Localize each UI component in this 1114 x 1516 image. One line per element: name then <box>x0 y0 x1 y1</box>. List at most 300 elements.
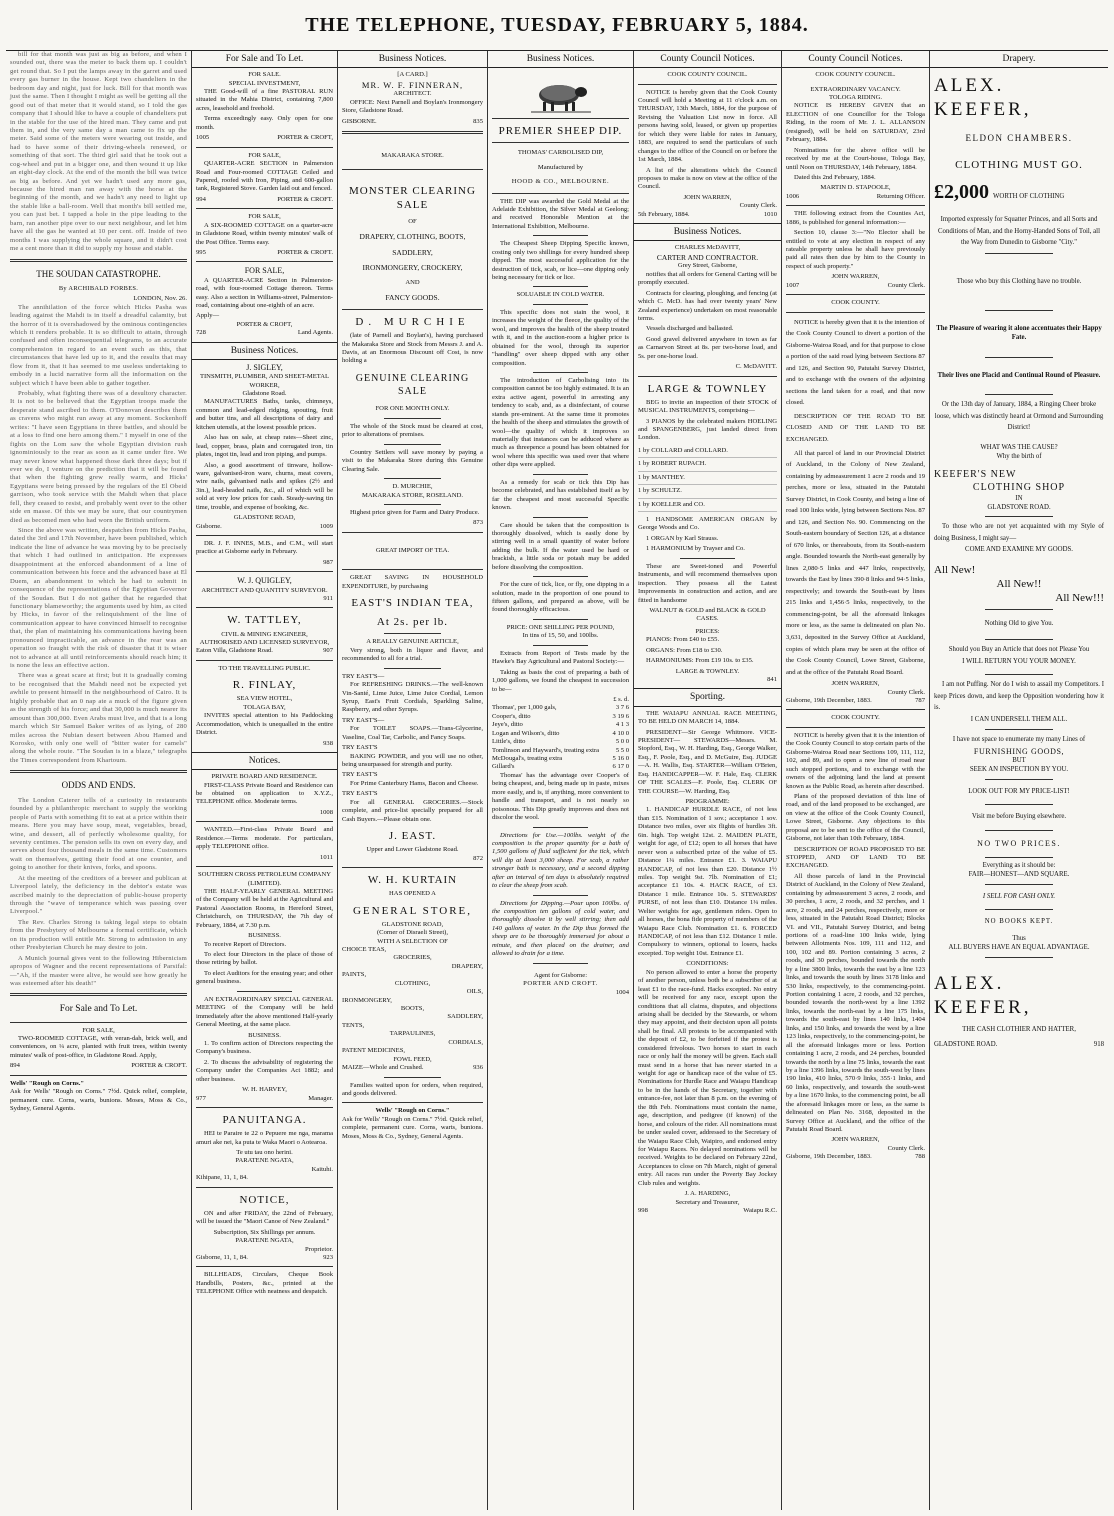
col6-stapoole-ref: 1006 <box>786 192 800 200</box>
col1-wells-title: Wells' "Rough on Corns." <box>10 1079 85 1087</box>
kurtain-item: OILS, <box>466 988 483 996</box>
mcdavitt-name: CHARLES McDAVITT, <box>674 244 741 252</box>
col1-sale-title: FOR SALE, <box>82 1026 115 1034</box>
extra-b2: 2. To discuss the advisability of registering the Company under the Companies Act 1882; and other business. <box>196 1058 333 1083</box>
try-2-text: For TOILET SOAPS.—Trans-Glycerine, Vaseline, Coal Tar, Carbolic, and Fancy Soaps. <box>342 725 483 741</box>
ad1-sub: SPECIAL INVESTMENT, <box>228 79 301 87</box>
cost-row <box>492 747 629 755</box>
cure: For the cure of tick, lice, or fly, one dipping in a solution, made in the proportion of one pound to fifteen gallons, and prepared as above, will be found thoroughly efficacious. <box>492 581 629 614</box>
col5-sporting-heading: Sporting. <box>634 688 781 706</box>
waiapu-programme: PROGRAMME: <box>685 798 730 806</box>
col6-clerk2: County Clerk. <box>887 688 925 696</box>
keefers-new: KEEFER'S NEW <box>934 469 1017 481</box>
tea-saving: GREAT SAVING IN HOUSEHOLD EXPENDITURE, by purchasing <box>342 574 483 590</box>
column-6 <box>782 51 930 1510</box>
cost-value: 5 16 0 <box>612 755 629 763</box>
kurtain-item: CLOTHING, <box>394 979 431 987</box>
ad2-ref: 994 <box>196 195 206 203</box>
manufactured-by: Manufactured by <box>537 163 584 171</box>
equal-advantage: ALL BUYERS HAVE AN EQUAL ADVANTAGE. <box>948 943 1090 951</box>
cost-name: Thomas', per 1,000 gals, <box>492 704 557 712</box>
col1-sale-agent: PORTER & CROFT. <box>131 1062 187 1070</box>
col5-warren: JOHN WARREN, <box>683 193 732 201</box>
billheads-text: BILLHEADS, Circulars, Cheque Book Handbills, Posters, &c., printed at the TELEPHONE Office with neatness and despatch. <box>196 1271 333 1296</box>
ad4-agent: PORTER & CROFT, <box>236 320 293 328</box>
col6-dated: Dated this 2nd February, 1884. <box>794 173 876 181</box>
notice-title: NOTICE, <box>239 1193 290 1206</box>
cost-row <box>492 704 629 712</box>
murchie-text: (late of Parnell and Boylan's), having purchased the Makaraka Store and Stock from Messrs J. and A. Davis, at an Enormous Discount off Cost, is now holding a <box>342 332 483 365</box>
kurtain-addr: GLADSTONE ROAD, <box>381 920 444 928</box>
finneran-ref: 835 <box>473 117 483 125</box>
col6-stapoole-role: Returning Officer. <box>876 192 925 200</box>
amount-row <box>934 180 1104 206</box>
cost-table-head: £ s. d. <box>613 695 629 703</box>
petroleum-b2: To elect four Directors in the place of those of those retiring by ballot. <box>196 951 333 967</box>
panui-title: PANUITANGA. <box>222 1114 307 1127</box>
try-5-text: For all GENERAL GROCERIES.—Stock complete, and price-list specially prepared for all Cash Buyers.—Please obtain one. <box>342 798 483 823</box>
lt-ref: 841 <box>767 676 777 684</box>
introduction: The introduction of Carbolising into its composition cannot be too highly estimated. It is an extra active agent, powerful in arresting any tendency to scab, and, as a disinfectant, of course stands pre-eminent. At the same time it promotes the health of the sheep and stimulates the growth of wool—the quality of which it improves so materially that instances can be adduced where as much as threepence a pound has been obtained for wool where this specific was used over that where other dips were applied. <box>492 376 629 469</box>
harding-role: Secretary and Treasurer, <box>675 1198 740 1206</box>
kurtain-item: BOOTS, <box>400 1005 425 1012</box>
lt-p2: ORGANS: From £18 to £30. <box>646 646 723 654</box>
kurtain-item: SADDLERY, <box>447 1013 483 1021</box>
kurtain-item: IRONMONGERY, <box>342 996 392 1004</box>
odds-heading: ODDS AND ENDS. <box>61 780 136 791</box>
col6-warren1-row <box>786 282 925 290</box>
families: Families waited upon for orders, when required, and goods delivered. <box>342 1081 483 1097</box>
lt-harmonium: 1 HARMONIUM by Trayser and Co. <box>646 545 745 553</box>
try-3-text: BAKING POWDER, and you will use no other, being unsurpassed for strength and purity. <box>342 752 483 769</box>
kurtain-item: CORDIALS, <box>448 1038 483 1046</box>
maize: MAIZE—Whole and Crushed. <box>342 1064 424 1072</box>
sigley-text2: Also has on sale, at cheap rates—Sheet zinc, lead, copper, brass, plain and corrugated iron, tin plates, ingot tin, lead and iron piping, and pumps. <box>196 434 333 459</box>
finlay-name: R. FINLAY, <box>232 679 297 692</box>
try-5: TRY EAST'S <box>342 790 378 798</box>
story-continuation: bill for that month was just as big as before, and when I sounded out, there was the meter to back them up. I couldn't get round that. So I put the lamps away in the garret and used every gas burner in the house. Kept two chandeliers in the bedroom day and night, just for luck. Bill for that month was just the same. Then I thought I might as well be getting all the good out of that meter that it would stand, so I told the gas company that I should like to have a couple of chandeliers put in the stable for the use of the hired man. They came and put them in, and the very same day a man came to fix up the meter. Said some of the meters were wearing out inside, and had to have some of their driving-wheels renewed, or something of that sort. The third girl said that he took out a cog-wheel and put in a bigger one, and then wound it up like an eight-day clock. At the end of the month the bill was twice as big as before. And yet we hadn't used any more gas, because the hired man ran away with the horse at the beginning of the month, and we hadn't any need to light up the stable like a ball-room. Well that month's bill settled me, you can just bet. I tapped a hole in the pipe leading to the barn, ran another pipe over to our next neighbour, and let him have all the gas he wanted at 10 per cent. off. Inside of two months I was supplying the whole square, and it didn't cost me a cent more than it did to supply my house and stable. <box>10 51 187 253</box>
gladstone-road: GLADSTONE ROAD. <box>987 503 1051 511</box>
ad2-footer <box>196 196 333 204</box>
extracts: Extracts from Report of Tests made by the Hawke's Bay Agricultural and Pastoral Society:— <box>492 649 629 666</box>
col5-clerk: County Clerk. <box>739 202 777 210</box>
goods-1: DRAPERY, CLOTHING, BOOTS, <box>359 232 466 242</box>
column-2 <box>192 51 338 1510</box>
col6-clerk1: County Clerk. <box>887 281 925 289</box>
return-money: I WILL RETURN YOU YOUR MONEY. <box>962 657 1076 665</box>
alex-keefer: ALEX. KEEFER, <box>934 75 1032 121</box>
ad3-agent: PORTER & CROFT. <box>277 249 333 257</box>
lt-prices: PRICES: <box>695 627 720 635</box>
kurtain-store: GENERAL STORE, <box>352 904 473 917</box>
lt-these: These are Sweet-toned and Powerful Instruments, and will recommend themselves upon inspection. They possess all the Latest Improvements in construction and action, and are fitted in handsome <box>638 562 777 604</box>
finneran-city: GISBORNE. <box>342 117 377 125</box>
columns <box>6 50 1108 1510</box>
finneran-card: [A CARD.] <box>397 71 428 79</box>
innes-text: DR. J. F. INNES, M.B., and C.M., will start practice at Gisborne early in February. <box>196 540 333 556</box>
finneran-office: OFFICE: Next Parnell and Boylan's Ironmongery Store, Gladstone Road. <box>342 98 483 115</box>
dip-price: PRICE: ONE SHILLING PER POUND, <box>506 623 615 631</box>
dip-tins: In tins of 15, 50, and 100lbs. <box>522 632 599 640</box>
come-examine: COME AND EXAMINE MY GOODS. <box>965 546 1073 554</box>
all-new-3: All New!!! <box>1055 592 1104 605</box>
cost-row <box>492 721 629 729</box>
col3-wells-title: Wells' "Rough on Corns." <box>375 1107 450 1115</box>
cost-row <box>492 730 629 738</box>
murchie-store: MAKARAKA STORE, ROSELAND. <box>362 491 463 499</box>
finneran-role: ARCHITECT. <box>393 90 432 98</box>
cost-name: Logan and Wilson's, ditto <box>492 729 560 737</box>
ad2-text: QUARTER-ACRE SECTION in Palmerston Road and Four-roomed COTTAGE Ceiled and Papered, roofed with Iron, Piping, and 600-gallon tank, Registered Stove. Garden laid out and fenced. <box>196 160 333 193</box>
alex-keefer-2: ALEX. KEEFER, <box>934 972 1032 1018</box>
cash-only: I SELL FOR CASH ONLY. <box>982 892 1056 900</box>
worth: WORTH OF CLOTHING <box>993 193 1065 201</box>
ad3-title: FOR SALE, <box>248 213 281 221</box>
care: Care should be taken that the composition is thoroughly dissolved, which is easily done by stirring well in a small quantity of water before adding the bulk. If the water used be hard or brackish, a little soda or potash may be added before dissolving the composition. <box>492 521 629 571</box>
tattley-ref: 907 <box>323 647 333 655</box>
monster-of: OF <box>408 217 417 225</box>
col1-wells-text: Ask for Wells' "Rough on Corns." 7½d. Quick relief, complete, permanent cure. Corns, warts, bunions. Moses, Moss & Co., Sydney, General Agents. <box>10 1088 187 1113</box>
agent-ref: 1004 <box>615 988 629 996</box>
try-2: TRY EAST'S— <box>342 716 385 724</box>
pleasure: The Pleasure of wearing it alone accentuates their Happy Fate. <box>936 325 1102 341</box>
but-word: BUT <box>1012 757 1026 765</box>
mcdavitt-sign: C. McDAVITT. <box>735 363 777 371</box>
soudan-byline: By ARCHIBALD FORBES. <box>58 285 139 293</box>
eldon-chambers: ELDON CHAMBERS. <box>965 132 1073 143</box>
maize-ref: 936 <box>473 1064 483 1072</box>
sigley-text: MANUFACTURES Baths, tanks, chimneys, common and lead-edged ridging, spouting, fruit and butter tins, and all descriptions of dairy and kitchen utensils, at the lowest possible prices. <box>196 398 333 431</box>
sheep-icon <box>529 78 593 114</box>
col6-counties: THE following extract from the Counties Act, 1886, is published for general information:— <box>786 210 925 226</box>
not-puffing: I am not Puffing. Nor do I wish to assail my Competitors. I keep Prices down, and keep the Opposition wondering how it is. <box>934 681 1104 712</box>
col6-warren2: JOHN WARREN, <box>831 680 880 688</box>
premier-sheep-dip: PREMIER SHEEP DIP. <box>498 125 623 138</box>
visit-me: Visit me before Buying elsewhere. <box>971 813 1067 821</box>
gold-medal: THE DIP was awarded the Gold Medal at the Adelaide Exhibition, the Silver Medal at Geelong; and received Honorable Mention at the International Exhibition, Melbourne. <box>492 197 629 230</box>
col2-business-heading: Business Notices. <box>192 342 337 360</box>
col5-notice: NOTICE is hereby given that the Cook County Council will hold a Meeting at 11 o'clock a.m. on THURSDAY, 13th March, 1884, for the purpose of Revising the Valuation List now in force. All persons having sold, leased, or given up properties for which they were liable for rates in January, 1883, are required to send the particulars of such changes to the office of the Council on or before the 1st March, 1884. <box>638 88 777 164</box>
genuine-sale: GENUINE CLEARING SALE <box>355 372 470 397</box>
masthead: THE TELEPHONE, TUESDAY, FEBRUARY 5, 1884. <box>305 13 809 36</box>
gladstone-road-2: GLADSTONE ROAD. <box>934 1040 998 1048</box>
harding-place: Waiapu R.C. <box>743 1207 777 1215</box>
cost-row <box>492 755 629 763</box>
lt-pianos: 3 PIANOS by the celebrated makers HOELING and SPANGENBERG, just landed direct from London. <box>638 417 777 442</box>
ad4-footer <box>196 329 333 337</box>
not-space: I have not space to enumerate my many Lines of <box>952 735 1086 743</box>
in-word: IN <box>1015 494 1023 502</box>
cheapest: The Cheapest Sheep Dipping Specific known, costing only two shillings for every hundred sheep dipped. The most successful application for the destruction of tick, scab, or lice—one dipping only being necessary for tick or lice. <box>492 240 629 282</box>
notice-ref: 923 <box>323 1253 333 1261</box>
panui-sign: PARATENE NGATA, <box>235 1157 294 1165</box>
extra-role: Manager. <box>308 1094 333 1102</box>
east-tea: EAST'S INDIAN TEA, <box>351 597 474 610</box>
tattley-footer <box>196 647 333 655</box>
extra-b1: 1. To confirm action of Directors respecting the Company's business. <box>196 1039 333 1056</box>
lt-p1: PIANOS: From £40 to £55. <box>646 636 720 644</box>
panui-date: Kihipane, 11, 1, 84. <box>196 1174 248 1182</box>
kurtain-item: CHOICE TEAS, <box>342 945 387 953</box>
cost-name: Cooper's, ditto <box>492 712 531 720</box>
cost-name: Gillard's <box>492 763 515 771</box>
col6-warren3: JOHN WARREN, <box>831 1136 880 1144</box>
kurtain-item: PATENT MEDICINES, <box>342 1047 406 1055</box>
col1-sale-text: TWO-ROOMED COTTAGE, with veran-dah, brick well, and conveniences, on ¼ acre, planted with fruit trees, within twenty minutes' walk of post-office, in Gladstone Road. Apply, <box>10 1035 187 1059</box>
one-month: FOR ONE MONTH ONLY. <box>375 405 450 413</box>
taking: Taking as basis the cost of preparing a bath of 1,000 gallons, we found the cheapest in succession to be— <box>492 668 629 693</box>
col6-road2: NOTICE is hereby given that it is the intention of the Cook County Council to stop certain parts of the Gisborne-Wairoa Road near Sections 109, 111, 112, 102, and 89, and to open a new line of road near such stopped portions, and to exchange with the owners of the adjoining land the land at present known as the Public Road, as herein after described. <box>786 731 925 790</box>
col6-nominations: Nominations for the above office will be received by me at the Court-house, Tologa Bay, until Noon on THURSDAY, 14th February, 1884. <box>786 146 925 171</box>
cost-value: 5 0 0 <box>615 738 629 746</box>
ad1-agent: PORTER & CROFT, <box>277 134 333 142</box>
tattley-sub: AUTHORISED AND LICENSED SURVEYOR, <box>199 638 330 646</box>
hood-co: HOOD & CO., MELBOURNE. <box>511 178 610 186</box>
panui-text: HEI te Paraire te 22 o Pepuere me nga, marama amuri ake nei, ka puta te Waka Maori o Aotearoa. <box>196 1130 333 1146</box>
kurtain-items <box>342 946 483 1064</box>
finlay-text: INVITES special attention to his Paddocking Accommodation, which is unequalled in the entire District. <box>196 712 333 737</box>
maize-row <box>342 1064 483 1072</box>
sigley-trade: TINSMITH, PLUMBER, AND SHEET-METAL WORKER, <box>199 373 330 389</box>
everything: Everything as it should be: <box>982 862 1056 870</box>
ad2-agent: PORTER & CROFT. <box>277 195 333 203</box>
harding-name: J. A. HARDING, <box>684 1190 731 1198</box>
seek-inspection: SEEK AN INSPECTION BY YOU. <box>969 766 1069 774</box>
thus-word: Thus <box>1012 935 1026 943</box>
tea-heading: GREAT IMPORT OF TEA. <box>375 546 450 554</box>
col2-notices-heading: Notices. <box>192 752 337 770</box>
directions-dipping: Directions for Dipping.—Pour upon 100lbs. of the composition ten gallons of cold water, and thoroughly dissolve it by well stirring; then add 140 gallons of water. In the Dip thus formed the sheep are to be thoroughly immersed for about a minute, and then placed on the drainer, and allowed to drain for a time. <box>492 899 629 958</box>
col6-ref2: 787 <box>915 697 925 704</box>
col6-heading: County Council Notices. <box>782 51 929 68</box>
ad4-apply: Apply— <box>196 312 220 320</box>
goods-4: AND <box>405 279 420 287</box>
ad2-title: FOR SALE, <box>248 151 281 159</box>
petroleum-business: BUSINESS. <box>248 932 281 940</box>
harding-row <box>638 1207 777 1215</box>
lt-list-item: 1 by COLLARD and COLLARD. <box>638 445 777 458</box>
agent: Agent for Gisborne: <box>533 971 588 979</box>
col7-heading: Drapery. <box>930 51 1108 68</box>
soudan-story: The annihilation of the force which Hicks Pasha was leading against the Mahdi is in itself a dreadful calamity, but the horror of it is overshadowed by the ominous contingencies which it renders probable. It is so difficult to attain, through confused and often inconsequential telegrams, to an accurate comprehension in regard to an event such as this, that circumstances that have led up to it, and the results that may flow from it, that it has seemed to me useless undertaking to embody in a lucid narrative form all the information on the subject which I have been able to gather together. Probably, what fighting there was of a desultory character. It is not to be believed that the Egyptian troops made the desperate stand ascribed to them. O'Donovan describes them as cravens who might run away at any moment. Sockenhoff writes: "I have seen Egyptians in three battles, and should be at a loss to find one hero among them." I myself in one of the fights on the Lom saw the whole Egyptian division rush ignominiously to the rear as soon as it came under fire. We may never know what happened those dark three days; but if ever we do, I venture on the prediction that it will be found that when the fighting grew really warm, and Hicks' Egyptians were being pressed by the regulars of the El Obeid garrison, who took service with the Mahdi when that place fell, they ceased to resist, and probably went over to the other side en masse. Of this we may be sure, that our countrymen died as becomed men who had worn the British uniform. Since the above was written, despatches from Hicks Pasha, dated the 3rd and 17th November, have been published, which indicate the line of advance he was moving by to be precisely that which I had outlined in anticipation. He expresses disappointment at the enforced abandonment of a line of communication between his force and the advanced base at El Duem, an abandonment to which he had to submit in consequence of the representations of the Egyptian Governor of the Soudan. But I do not gather that he regarded that functionary blameworthy; the arguments used by him, as cited by Hicks, in favor of the relinquishment of the line of communication appear to have convinced himself to recognise that, the plan of maintaining his communications having been pronounced impracticable, an advance in the rear was an operation so fraught with the risk of disaster that it is wiser not to advance at all until reinforcements should reach him; it is none the less an effective action. There was a great scare at first; but it is gradually coming to be recognised that the Mahdi need not be expected yet awhile to present himself in the neighbourhood of Cairo. It is highly probable that an 0 nap ate a muck of the figure given as the strength of his force; and that 30,000 is much nearer its amount than 300,000. Even Arabs must live, and that is a long march which Sir Samuel Baker writes of as lying, of 280 miles across the Nubian desert between Abou Hamed and Korosko, with only one well of "bitter water for camels" along the whole route. "The Soudan is in a blaze," telegraphs the Times correspondent from Khartoum. <box>10 303 187 764</box>
lt-list-item: 1 by ROBERT RUPACH. <box>638 458 777 471</box>
finlay-place: TOLAGA BAY, <box>243 703 286 711</box>
sigley-footer <box>196 523 333 531</box>
cost-value: 3 7 6 <box>615 704 629 712</box>
petroleum-text: THE HALF-YEARLY GENERAL MEETING of the Company will be held at the Agricultural and Pastoral Association Rooms, in Hereford Street, Christchurch, on THURSDAY, the 7th day of February, 1884, at 7.30 p.m. <box>196 887 333 929</box>
highest-price: Highest price given for Farm and Dairy Produce. <box>350 508 480 516</box>
waiapu-officials: PRESIDENT—Sir George Whitmore. VICE-PRESIDENT— STEWARDS—Messrs. M. Stopford, Esq., W. H. Harding, Esq., George Walker, Esq., F. Poole, Esq., and D. McGuire, Esq. JUDGE—A. H. Wallis, Esq. STARTER—William O'Brien, Esq. HANDICAPPER—W. F. Hale, Esq. CLERK OF THE SCALES—F. Poole, Esq. CLERK OF THE COURSE—W. Harding, Esq. <box>638 728 777 795</box>
lt-sign: LARGE & TOWNLEY. <box>675 667 740 675</box>
acquainted: To those who are not yet acquainted with my Style of doing Business, I might say— <box>934 523 1104 542</box>
col5-business-heading: Business Notices. <box>634 223 781 241</box>
column-5 <box>634 51 782 1510</box>
directions-use: Directions for Use.—100lbs. weight of the composition is the proper quantity for a bath of 1,500 gallons of fluid sufficient for the tick, which will dip at least 3,000 sheep. For scab, a rather stronger bath is necessary, and a second dipping after an interval of ten days is absolutely required to clear the sheep from scab. <box>492 831 629 890</box>
goods-5: FANCY GOODS. <box>385 293 440 303</box>
j-east-ref: 872 <box>473 854 483 862</box>
col6-cook: COOK COUNTY COUNCIL. <box>815 71 896 79</box>
tea-strong: Very strong, both in liquor and flavor, and recommended to all for a trial. <box>342 646 483 663</box>
sigley-ref: 1009 <box>319 522 333 530</box>
cost-row <box>492 763 629 771</box>
lt-beg: BEG to invite an inspection of their STOCK of MUSICAL INSTRUMENTS, comprising— <box>638 398 777 415</box>
finlay-ref: 938 <box>323 739 333 747</box>
mcdavitt-carter: CARTER AND CONTRACTOR. <box>656 252 759 262</box>
stain: This specific does not stain the wool, it increases the weight of the fleece, the quality of the wool, and improves the health of the sheep treated with it, and in the auction-room a higher price is obtained for the wool, through its superior "handling" over sheep dipped with any other composition. <box>492 308 629 367</box>
what-cause: WHAT WAS THE CAUSE? <box>980 444 1058 451</box>
mcdavitt-vessels: Vessels discharged and ballasted. <box>646 325 734 333</box>
murchie-name: D. MURCHIE <box>355 316 470 329</box>
col7-footer <box>934 1041 1104 1050</box>
cost-value: 3 19 6 <box>612 712 629 720</box>
notice-role: Proprietor. <box>304 1245 333 1253</box>
panui-sub: Te utu tau ono herini. <box>236 1148 293 1156</box>
try-1-text: For REFRESHING DRINKS.—The well-known Vin-Santé, Lime Juice, Lime Juice Cordial, Lemon Syrup, East's Fruit Cordials, Sparkling Saline, Raspberry, and other Syrups. <box>342 681 483 714</box>
col6-clerk3: County Clerk. <box>887 1144 925 1152</box>
col6-cook3: COOK COUNTY. <box>831 714 880 722</box>
mcdavitt-gravel: Good gravel delivered anywhere in town as far as Carnarvon Street at 8s. per two-horse load, and 5s. per one-horse load. <box>638 335 777 360</box>
sigley-city: Gisborne. <box>196 522 222 530</box>
ad4-text: A QUARTER-ACRE Section in Palmerston-road, with four-roomed Cottage thereon. Terms easy. Also a section in Williams-street, Palmerston-road, containing about one-eighth of an acre. <box>196 276 333 310</box>
quigley-trade: ARCHITECT AND QUANTITY SURVEYOR. <box>201 586 328 594</box>
col3-wells-text: Ask for Wells' "Rough on Corns." 7½d. Quick relief, complete, permanent cure. Corns, warts, bunions. Moses, Moss & Co., Sydney, General Agents. <box>342 1115 483 1140</box>
ad1-title: FOR SALE. <box>248 71 281 79</box>
ad1-text: THE Good-will of a fine PASTORAL RUN situated in the Mahia District, containing 7,800 acres, leasehold and freehold. <box>196 88 333 112</box>
sigley-addr: Gladstone Road. <box>242 390 287 398</box>
col1-sale-footer <box>10 1062 187 1070</box>
kurtain-sub: HAS OPENED A <box>389 890 436 898</box>
all-new-2: All New!! <box>996 578 1042 591</box>
j-east: J. EAST. <box>388 830 437 843</box>
genuine-article: A REALLY GENUINE ARTICLE, <box>366 638 459 646</box>
kurtain-item: GROCERIES, <box>393 954 432 962</box>
cost-name: Tomlinson and Hayward's, treating extra <box>492 746 600 754</box>
col6-date2: Gisborne, 19th December, 1883. <box>786 697 872 704</box>
cost-name: McDougal's, treating extra <box>492 755 563 763</box>
tattley-trade: CIVIL & MINING ENGINEER, <box>221 630 308 638</box>
odds-story: The London Caterer tells of a curiosity in restaurants founded by a philanthropic merchant to supply the working people of Paris with something fit to eat at a price within their means. Here you may have soup, meat, vegetables, bread, wine, and dessert, all of perfectly wholesome quality, for seventy centimes. The pension sells its own on every day, and serves about four thousand meals in the same time. Customers wait on themselves, getting their food at one counter, and going to another for their knives, forks, and spoons. At the meeting of the creditors of a brewer and publican at Liverpool lately, the deficiency in the debtor's estate was ascribed mainly to the depreciation of public-house property through the "wave of temperance which was passing over Liverpool." The Rev. Charles Strong is taking legal steps to obtain from the Presbytery of Melbourne a formal certificate, which on its production will entitle Mr. Strong to admission in any other Presbyterian Church he may desire to join. A Munich journal gives vent to the following Hibernicism apropos of Wagner and the recent representations of Parsifal:—"Ah, if the master were alive, he would see how greatly he was esteemed after his death!" <box>10 796 187 987</box>
wanted-text: WANTED.—First-class Private Board and Residence.—Terms moderate. For particulars, apply TELEPHONE office. <box>196 826 333 851</box>
goods-2: SADDLERY, <box>392 247 433 257</box>
placid-lives: Their lives one Placid and Continual Round of Pleasure. <box>937 371 1101 379</box>
column-7 <box>930 51 1108 1510</box>
finneran-name: MR. W. F. FINNERAN, <box>361 79 464 90</box>
lt-list-item: 1 by KOELLER and CO. <box>638 499 777 512</box>
all-new-1: All New! <box>934 564 976 577</box>
ringing-cheer: Or the 13th day of January, 1884, a Ringing Cheer broke loose, which was distinctly heard at Ormond and Surrounding District! <box>934 401 1104 432</box>
lt-walnut: WALNUT & GOLD and BLACK & GOLD CASES. <box>649 606 766 623</box>
notice-footer <box>196 1254 333 1262</box>
col3-heading: Business Notices. <box>338 51 487 68</box>
col4-heading: Business Notices. <box>488 51 633 68</box>
petroleum-title: SOUTHERN CROSS PETROLEUM COMPANY (LIMITED). <box>198 871 331 887</box>
quigley-ref: 911 <box>323 595 333 603</box>
ad4-role: Land Agents. <box>297 329 333 337</box>
wanted-ref: 1011 <box>320 853 333 861</box>
kurtain-item: PAINTS, <box>342 971 367 979</box>
col6-parcel: All that parcel of land in our Provincial District of Auckland, in the Colony of New Zealand, containing by admeasurement 1 acre 2 roods and 19 perches, more or less, situated in the Patutahi Survey District, in Cook County, and being a line of road 100 links wide, lying between Sections Nos. 87 and 126, and Section No. 90. Commencing on the South-eastern boundary of Section 126, at a distance of 670 links, or thereabouts, from its South-eastern angle. Bounded towards the North-east generally by lines 2,080·5 links and 447 links, respectively, towards the East by lines 390·8 links and 94·5 links, respectively; and towards the South-east by lines 215 links and 1,456·5 links, respectively, to the commencing-point, be all the aforesaid linkages more or less, as the same is delineated on plan No. 3,631, deposited in the Survey Office at Auckland, copies of which plans may be seen at the office of the Cook County Council, Lowe Street, Gisborne, and at the office of the Patutahi Road Board. <box>786 449 925 676</box>
lt-organ2: 1 ORGAN by Karl Strauss. <box>646 534 719 542</box>
col6-desc1: DESCRIPTION OF THE ROAD TO BE CLOSED AND OF THE LAND TO BE EXCHANGED. <box>786 412 925 443</box>
cost-value: 4 10 0 <box>612 729 629 737</box>
ad3-ref: 995 <box>196 249 206 257</box>
kurtain-item: FOWL FEED, <box>393 1055 432 1063</box>
col6-ref1: 1007 <box>786 281 800 289</box>
col5-date-ref: 1010 <box>763 210 777 218</box>
col6-date3-row <box>786 1153 925 1161</box>
col7-ref: 918 <box>1093 1040 1104 1048</box>
finlay-head: TO THE TRAVELLING PUBLIC. <box>218 664 311 672</box>
try-4: TRY EAST'S <box>342 771 378 779</box>
ad4-title: FOR SALE, <box>244 266 285 276</box>
ad1-footer <box>196 134 333 142</box>
board-title: PRIVATE BOARD AND RESIDENCE. <box>211 773 318 781</box>
waiapu-races: 1. HANDICAP HURDLE RACE, of not less than £15. Nomination of 1 sov.; acceptance 1 sov. Distance two miles, over six flights of hurdles 3ft. 6in. high. Top weight 12st. 2. MAIDEN PLATE, weight for age, of £12; open to all horses that have never won a subscribed prize of the value of £5. Distance 1¼ miles. Entrance £1. 3. WAIAPU HANDICAP, of not less than £20. Distance 1½ miles. Top weight 9st. 7lb. Nomination of £1; acceptance £1 10s. 4. HACK RACE, of £3. Distance 1 mile. Entrance 10s. 5. STEWARDS' PURSE, of not less than £10. Distance 1¼ miles. Welter weights for age, gentlemen riders. Open to all horses, the bona fide property of members of the Waiapu Race Club. Nomination £1. 6. FORCED HANDICAP, of not less than £12. Distance 1 mile. Compulsory to winners, optional to losers, hacks excepted. Top weight 10st. Entrance £1. <box>638 806 777 957</box>
country-settlers: Country Settlers will save money by paying a visit to the Makaraka Store during this Genuine Clearing Sale. <box>342 448 483 473</box>
kurtain-item: DRAPERY, <box>451 962 483 970</box>
remedy: As a remedy for scab or tick this Dip has become celebrated, and has established itself as by far the cheapest and most successful Specific known. <box>492 478 629 512</box>
col5-date-row <box>638 211 777 219</box>
notice-sub: Subscription, Six Shillings per annum. <box>213 1228 316 1236</box>
lt-organ: 1 HANDSOME AMERICAN ORGAN by George Woods and Co. <box>638 516 777 532</box>
col6-tolaga: TOLOGA RIDING. <box>829 94 882 102</box>
notice-sign: PARATENE NGATA, <box>235 1237 294 1245</box>
cost-row <box>492 713 629 721</box>
cost-value: 4 1 3 <box>615 721 629 729</box>
col6-road-text: NOTICE is hereby given that it is the intention of the Cook County Council to divert a portion of the Gisborne-Wairoa Road, and for that purpose to close a portion of the said road lying between Sections 87 and 126, and Section 90, Patutahi Survey District, and to exchange with the owners of the adjoining sections the land taken for a road, and that now closed. <box>786 318 925 407</box>
col5-heading: County Council Notices. <box>634 51 781 68</box>
agent-name: PORTER AND CROFT. <box>523 980 598 988</box>
col6-plans: Plans of the proposed deviation of this line of road, and of the land proposed to be exchanged, are on view at the office of the Cook County Council, Lowe Street, Gisborne. Any objections to this proposal are to be sent to the office of the Council, Gisborne, not later than 10th February, 1884. <box>786 792 925 843</box>
soluable: SOLUABLE IN COLD WATER. <box>516 291 605 299</box>
thomas-dip: THOMAS' CARBOLISED DIP, <box>517 149 604 157</box>
col6-warren1: JOHN WARREN, <box>831 273 880 281</box>
no-books: NO BOOKS KEPT. <box>984 918 1054 926</box>
ad4-ref: 728 <box>196 329 206 337</box>
those-who-buy: Those who buy this Clothing have no trouble. <box>956 277 1082 285</box>
waiapu-cond-text: No person allowed to enter a horse the property of another person, unless both be a subscriber of at least £1 to the race-fund. Hacks excepted. No entry will be received for any race, except upon the conditions that all claims, disputes, and objections arising shall be decided by the Stewards, or whom they may appoint, and their decision upon all points shall be final. All protests to be accompanied with the deposit of £2, to be forfeited if the protest is considered frivolous. Two horses to start in each race or only half the money will be given. Each stall must send in a horse that has never started in a weight for age or handicap race of the value of £5. Nominations for Hurdle Race and Waiapu Handicap to be in the hands of the Secretary, together with entrance-fee, not later than 8 p.m. on the evening of the 8th Feb. Nominations must contain the name, age, description, and pedigree (if known) of the horse, and colours of the rider. All nominations must be under sealed cover, addressed to the Secretary of the Waiapu Race Club, Waipiro, and endorsed entry for Waiapu Races. No delayed nominations will be received. Weights to be declared on February 22nd, Acceptances to close on 7th March, night of general entry. All races run under the Poverty Bay Jockey Club rules and weights. <box>638 968 777 1187</box>
kurtain-with: WITH A SELECTION OF <box>377 937 448 945</box>
cost-name: Jeye's, ditto <box>492 721 523 729</box>
waiapu-conditions: CONDITIONS: <box>686 960 729 968</box>
cost-row <box>492 738 629 746</box>
col5-alterations: A list of the alterations which the Council proposes to make is now on view at the office of the Council. <box>638 166 777 191</box>
col6-stapoole-row <box>786 193 925 201</box>
lt-p3: HARMONIUMS: From £19 10s. to £35. <box>646 657 754 665</box>
col6-vac-text: NOTICE IS HEREBY GIVEN that an ELECTION of one Councillor for the Tologa Riding, in the room of Mr. J. L. ALLANSON (resigned), will be held on SATURDAY, 23rd February, 1884. <box>786 102 925 144</box>
cost-value: 5 5 0 <box>615 746 629 754</box>
extra-sign: W. H. HARVEY, <box>242 1086 287 1094</box>
col6-stapoole: MARTIN D. STAPOOLE, <box>820 184 891 192</box>
ad3-text: A SIX-ROOMED COTTAGE on a quarter-acre in Gladstone Road, within twenty minutes' walk of the Post Office. Terms easy. <box>196 221 333 246</box>
cost-table <box>492 704 629 772</box>
highest-ref: 873 <box>473 519 483 527</box>
should-you-buy: Should you Buy an Article that does not Please You <box>948 646 1090 654</box>
notice-date: Gisborne, 11, 1, 84. <box>196 1253 248 1261</box>
col6-date3: Gisborne, 19th December, 1883. <box>786 1153 872 1161</box>
cash-clothier: THE CASH CLOTHIER AND HATTER, <box>962 1026 1076 1034</box>
extra-ref: 977 <box>196 1094 206 1102</box>
advantage: Thomas' has the advantage over Cooper's of being cheapest, and, being made up in paste, mixes more easily, and is, if anything, more convenient to handle and transport, and is not nearly so poisonous. This Dip greatly improves and does not discolor the wool. <box>492 771 629 822</box>
petroleum-b1: To receive Report of Directors. <box>204 940 287 948</box>
whole-stock: The whole of the Stock must be cleared at cost, prior to alterations of premises. <box>342 422 483 439</box>
col6-vacancy: EXTRAORDINARY VACANCY. <box>810 85 901 93</box>
j-east-addr: Upper and Lower Gladstone Road. <box>366 846 459 854</box>
nothing-old: Nothing Old to give You. <box>984 620 1054 628</box>
col5-date: 5th February, 1884. <box>638 210 690 218</box>
petroleum-b3: To elect Auditors for the ensuing year; and other general business. <box>196 969 333 986</box>
col1-sale-ref: 894 <box>10 1062 20 1070</box>
